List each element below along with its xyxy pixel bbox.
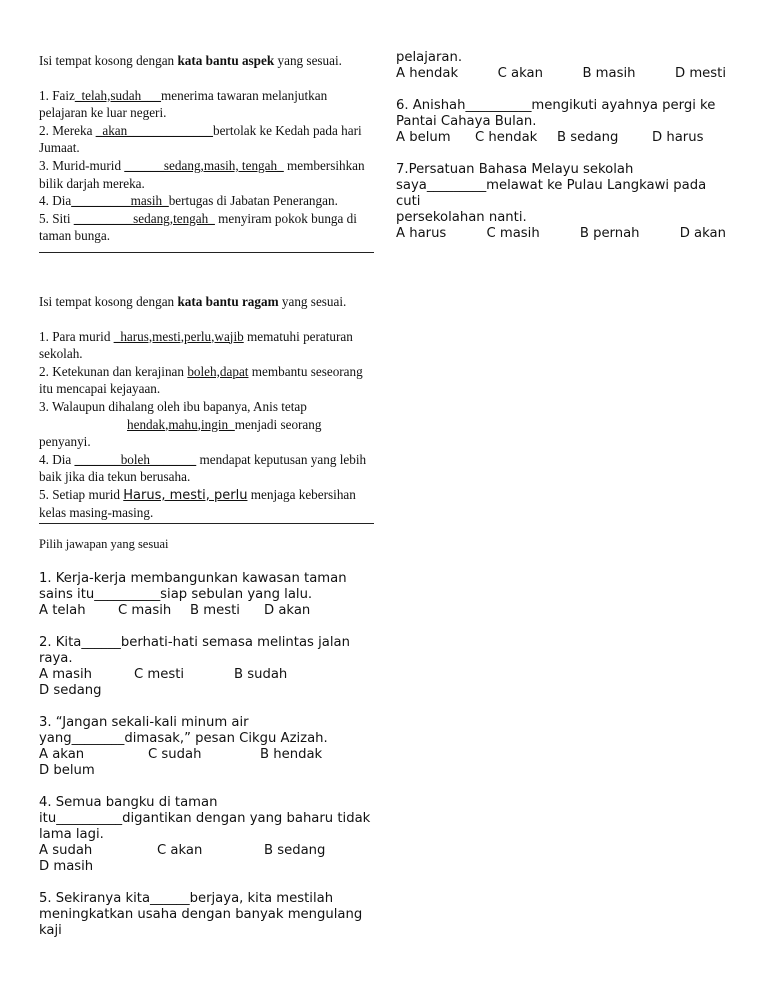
- question-text: 6. Anishah__________mengikuti ayahnya pergi ke Pantai Cahaya Bulan.: [396, 98, 716, 129]
- question-6: [396, 98, 726, 146]
- answer-blank: hendak,mahu,ingin_: [127, 416, 235, 432]
- option: A masih: [39, 666, 93, 682]
- ragam-item: [39, 328, 374, 363]
- item-prefix: 1. Faiz: [39, 87, 75, 103]
- question-1: [39, 571, 374, 619]
- item-suffix: membantu seseorang itu mencapai kejayaan.: [39, 363, 363, 397]
- option: D belum: [39, 762, 95, 778]
- aspek-item: [39, 157, 374, 192]
- option: C akan: [157, 842, 203, 858]
- option: B pernah: [579, 226, 640, 241]
- item-suffix: menjadi seorang penyanyi.: [39, 416, 322, 450]
- item-suffix: menyiram pokok bunga di taman bunga.: [39, 210, 357, 244]
- option: C akan: [497, 66, 543, 81]
- option-row: [39, 843, 339, 875]
- question-7: [396, 162, 726, 242]
- option-row: [39, 603, 374, 619]
- item-prefix: 4. Dia: [39, 193, 72, 209]
- answer-blank: _telah,sudah___: [74, 87, 161, 103]
- option: B sedang: [264, 842, 326, 858]
- item-prefix: 2. Ketekunan dan kerajinan: [39, 363, 188, 379]
- option: B sudah: [234, 666, 288, 682]
- option: A harus: [396, 226, 447, 241]
- option-row: [39, 667, 339, 699]
- item-prefix: 3. Walaupun dihalang oleh ibu bapanya, Anis tetap: [39, 398, 307, 414]
- ragam-item: [39, 363, 374, 398]
- answer-blank: boleh,dapat: [187, 363, 249, 379]
- option: A akan: [39, 746, 85, 762]
- option: C mesti: [134, 666, 185, 682]
- option: C masih: [486, 226, 540, 241]
- answer-blank: ______sedang,masih, tengah_: [124, 157, 284, 173]
- item-prefix: 5. Setiap murid: [39, 486, 124, 502]
- ragam-instruction-pre: Isi tempat kosong dengan: [39, 293, 178, 309]
- option-row: [396, 130, 726, 146]
- option: D akan: [679, 226, 726, 241]
- answer-blank: _________masih_: [71, 193, 169, 209]
- question-3: [39, 715, 374, 779]
- pilih-instruction: Pilih jawapan yang sesuai: [39, 537, 169, 552]
- aspek-instruction: [39, 52, 374, 70]
- aspek-item: [39, 192, 374, 210]
- question-text: pelajaran.: [396, 50, 463, 65]
- item-suffix: mendapat keputusan yang lebih baik jika dia tekun berusaha.: [39, 451, 367, 485]
- option: A hendak: [396, 66, 459, 81]
- item-suffix: menjaga kebersihan kelas masing-masing.: [39, 486, 356, 521]
- option: A belum: [396, 130, 451, 145]
- ragam-item: [39, 451, 374, 486]
- answer-blank: _akan_____________: [95, 122, 213, 138]
- option: C sudah: [148, 746, 202, 762]
- option: D sedang: [39, 682, 102, 698]
- option: B mesti: [190, 602, 240, 618]
- option: D akan: [264, 602, 311, 618]
- option-row: [396, 226, 726, 242]
- question-text: 1. Kerja-kerja membangunkan kawasan taman sains itu__________siap sebulan yang lalu.: [39, 570, 347, 602]
- item-prefix: 4. Dia: [39, 451, 75, 467]
- aspek-item: [39, 210, 374, 245]
- question-4: [39, 795, 374, 875]
- answer-blank: _______boleh_______: [74, 451, 197, 467]
- option: A sudah: [39, 842, 93, 858]
- option: D masih: [39, 858, 94, 874]
- aspek-instruction-bold: kata bantu aspek: [177, 53, 275, 68]
- question-text: 5. Sekiranya kita______berjaya, kita mestilah meningkatkan usaha dengan banyak mengulang kaji: [39, 890, 363, 938]
- item-suffix: menerima tawaran melanjutkan pelajaran ke luar negeri.: [39, 87, 328, 121]
- ragam-list: [39, 328, 374, 523]
- answer-blank: _harus,mesti,perlu,wajib: [113, 328, 244, 344]
- question-2: [39, 635, 374, 699]
- question-text: 2. Kita______berhati-hati semasa melintas jalan raya.: [39, 634, 350, 666]
- ragam-item: [39, 486, 374, 522]
- option: B hendak: [260, 746, 323, 762]
- question-text: 7.Persatuan Bahasa Melayu sekolah saya_________melawat ke Pulau Langkawi pada cuti: [396, 162, 707, 209]
- option: C masih: [118, 602, 172, 618]
- item-suffix: membersihkan bilik darjah mereka.: [39, 157, 365, 191]
- option: B masih: [582, 66, 636, 81]
- question-5: [39, 891, 374, 939]
- option: D mesti: [674, 66, 726, 81]
- ragam-instruction-bold: kata bantu ragam: [177, 293, 279, 309]
- answer-blank: Harus, mesti, perlu: [123, 487, 248, 503]
- section-divider: [39, 252, 374, 253]
- answer-blank: _________sedang,tengah_: [73, 210, 215, 226]
- aspek-instruction-post: yang sesuai.: [274, 53, 342, 68]
- option-row: [396, 66, 726, 82]
- aspek-list: [39, 87, 374, 245]
- option: C hendak: [475, 130, 538, 145]
- item-prefix: 3. Murid-murid: [39, 157, 125, 173]
- section-divider: [39, 523, 374, 524]
- aspek-item: [39, 122, 374, 157]
- item-suffix: bertolak ke Kedah pada hari Jumaat.: [39, 122, 362, 156]
- aspek-item: [39, 87, 374, 122]
- aspek-instruction-pre: Isi tempat kosong dengan: [39, 53, 178, 68]
- option: A telah: [39, 602, 86, 618]
- item-prefix: 1. Para murid: [39, 328, 114, 344]
- question-text: 4. Semua bangku di taman itu__________digantikan dengan yang baharu tidak lama lagi.: [39, 794, 371, 842]
- item-suffix: bertugas di Jabatan Penerangan.: [168, 193, 338, 209]
- ragam-item: [39, 398, 374, 451]
- item-prefix: 5. Siti: [39, 210, 74, 226]
- option: B sedang: [557, 130, 619, 145]
- question-text: 3. “Jangan sekali-kali minum air yang________dimasak,” pesan Cikgu Azizah.: [39, 714, 328, 746]
- question-text-cont: persekolahan nanti.: [396, 210, 527, 225]
- item-prefix: 2. Mereka: [39, 122, 96, 138]
- item-suffix: mematuhi peraturan sekolah.: [39, 328, 353, 362]
- question-5-continued: [396, 50, 726, 82]
- option-row: [39, 747, 339, 779]
- ragam-instruction: [39, 293, 374, 311]
- ragam-instruction-post: yang sesuai.: [278, 293, 347, 309]
- option: D harus: [652, 130, 704, 145]
